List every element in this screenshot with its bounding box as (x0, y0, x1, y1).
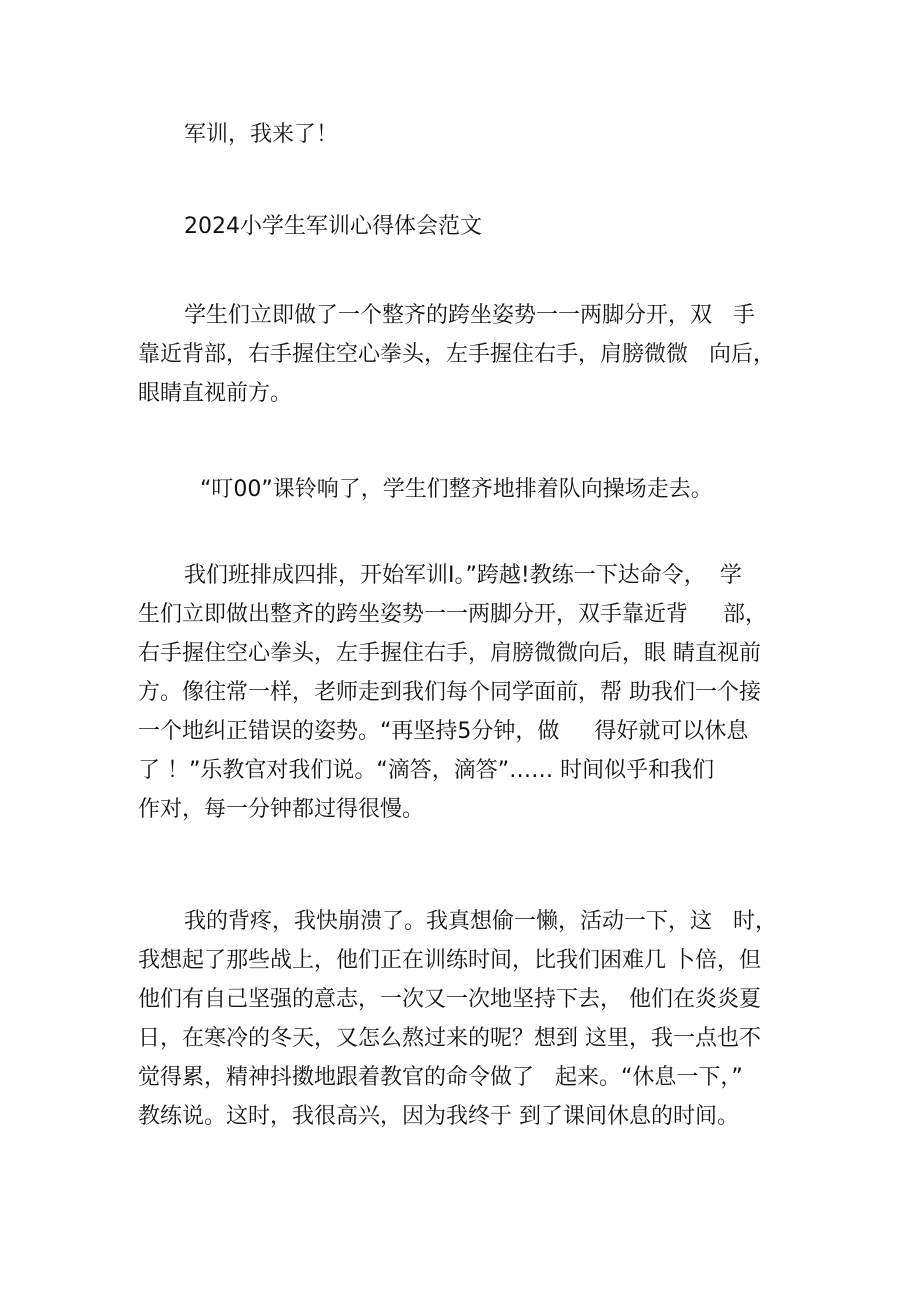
paragraph-line: 靠近背部，右手握住空心拳头，左手握住右手，肩膀微微 向后， (138, 342, 775, 367)
paragraph-line: 眼睛直视前方。 (138, 381, 293, 406)
paragraph-line: 生们立即做出整齐的跨坐姿势一一两脚分开，双手靠近背 部， (138, 602, 767, 627)
paragraph-line: 我们班排成四排，开始军训I。”跨越!教练一下达命令， 学 (184, 563, 742, 588)
paragraph-line: 方。像往常一样，老师走到我们每个同学面前，帮 助我们一个接 (138, 680, 761, 705)
paragraph-1 (138, 296, 788, 413)
paragraph-2 (138, 470, 788, 509)
paragraph-line: 觉得累，精神抖擞地跟着教官的命令做了 起来。“休息一下，” (138, 1065, 743, 1090)
paragraph-3 (138, 556, 788, 829)
paragraph-line: 日，在寒冷的冬天，又怎么熬过来的呢？想到 这里，我一点也不 (138, 1026, 761, 1051)
paragraph-line: “叮00”课铃响了，学生们整齐地排着队向操场走去。 (200, 477, 713, 502)
paragraph-line: 他们有自己坚强的意志，一次又一次地坚持下去， 他们在炎炎夏 (138, 987, 761, 1012)
paragraph-line: 学生们立即做了一个整齐的跨坐姿势一一两脚分开，双 手 (184, 303, 755, 328)
heading-text: 2024小学生军训心得体会范文 (184, 214, 482, 239)
paragraph-4 (138, 902, 788, 1136)
heading-military-training (138, 115, 788, 154)
heading-article-title (138, 207, 788, 246)
paragraph-line: 一个地纠正错误的姿势。“再坚持5分钟，做 得好就可以休息 (138, 719, 749, 744)
paragraph-line: 右手握住空心拳头，左手握住右手，肩膀微微向后，眼 睛直视前 (138, 641, 761, 666)
paragraph-line: 我想起了那些战上，他们正在训练时间，比我们困难几 卜倍，但 (138, 948, 761, 973)
paragraph-line: 作对，每一分钟都过得很慢。 (138, 797, 425, 822)
paragraph-line: 了 ！”乐教官对我们说。“滴答，滴答”…… 时间似乎和我们 (138, 758, 715, 783)
heading-text: 军训，我来了！ (184, 122, 339, 147)
paragraph-line: 我的背疼，我快崩溃了。我真想偷一懒，活动一下，这 时， (184, 909, 777, 934)
paragraph-line: 教练说。这时，我很高兴，因为我终于 到了课间休息的时间。 (138, 1104, 739, 1129)
